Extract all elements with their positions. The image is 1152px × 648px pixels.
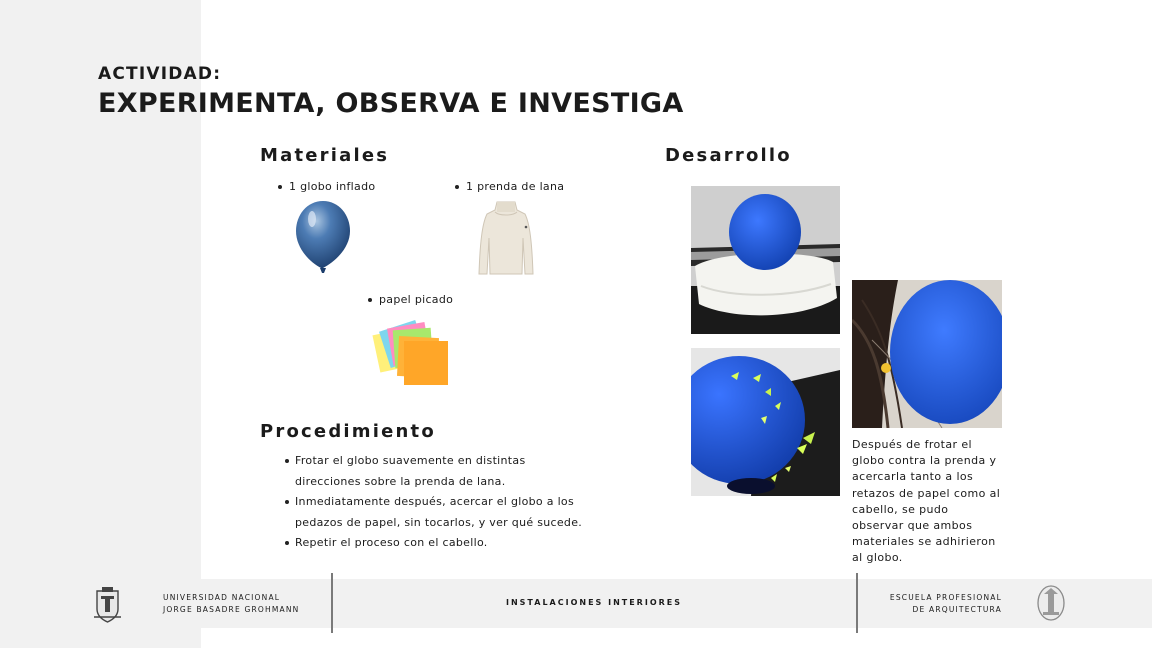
procedure-step-text: Repetir el proceso con el cabello. bbox=[295, 536, 488, 549]
procedure-step-text: Inmediatamente después, acercar el globo a los pedazos de papel, sin tocarlos, y ver qué sucede. bbox=[295, 495, 583, 529]
school-name bbox=[860, 592, 1002, 615]
photo-balloon-with-paper bbox=[691, 348, 840, 496]
bullet-icon bbox=[455, 185, 459, 189]
bullet-icon bbox=[368, 298, 372, 302]
bullet-icon bbox=[285, 541, 289, 545]
photo-balloon-on-sweater bbox=[691, 186, 840, 334]
photo-balloon-with-hair bbox=[852, 280, 1002, 428]
university-name bbox=[163, 592, 299, 615]
bullet-icon bbox=[278, 185, 282, 189]
footer-divider-right bbox=[856, 573, 858, 633]
material-label: 1 globo inflado bbox=[289, 180, 376, 193]
material-item-sweater bbox=[455, 180, 564, 193]
university-crest-icon bbox=[92, 585, 123, 623]
sweater-icon bbox=[475, 198, 537, 278]
material-item-balloon bbox=[278, 180, 375, 193]
university-line-1: UNIVERSIDAD NACIONAL bbox=[163, 593, 281, 602]
material-label: papel picado bbox=[379, 293, 454, 306]
procedure-heading: Procedimiento bbox=[260, 421, 436, 442]
material-item-paper bbox=[368, 293, 453, 306]
procedure-step bbox=[285, 492, 585, 533]
development-heading: Desarrollo bbox=[665, 145, 792, 166]
procedure-step-text: Frotar el globo suavemente en distintas direcciones sobre la prenda de lana. bbox=[295, 454, 526, 488]
bullet-icon bbox=[285, 500, 289, 504]
university-line-2: JORGE BASADRE GROHMANN bbox=[163, 604, 300, 614]
school-line-2: DE ARQUITECTURA bbox=[912, 604, 1002, 614]
course-name: INSTALACIONES INTERIORES bbox=[505, 598, 683, 607]
school-line-1: ESCUELA PROFESIONAL bbox=[889, 593, 1002, 602]
procedure-step bbox=[285, 533, 585, 554]
procedure-step bbox=[285, 451, 585, 492]
material-label: 1 prenda de lana bbox=[466, 180, 565, 193]
school-crest-icon bbox=[1036, 584, 1066, 622]
paper-pieces-icon bbox=[370, 315, 460, 397]
balloon-icon bbox=[292, 199, 354, 277]
activity-label: ACTIVIDAD: bbox=[98, 64, 222, 84]
development-description: Después de frotar el globo contra la prenda y acercarla tanto a los retazos de papel como al cabello, se pudo observar que ambos materiales se adhirieron al globo. bbox=[852, 438, 1001, 565]
materials-heading: Materiales bbox=[260, 145, 390, 166]
page-title: EXPERIMENTA, OBSERVA E INVESTIGA bbox=[98, 88, 684, 119]
procedure-list bbox=[285, 451, 585, 554]
bullet-icon bbox=[285, 459, 289, 463]
